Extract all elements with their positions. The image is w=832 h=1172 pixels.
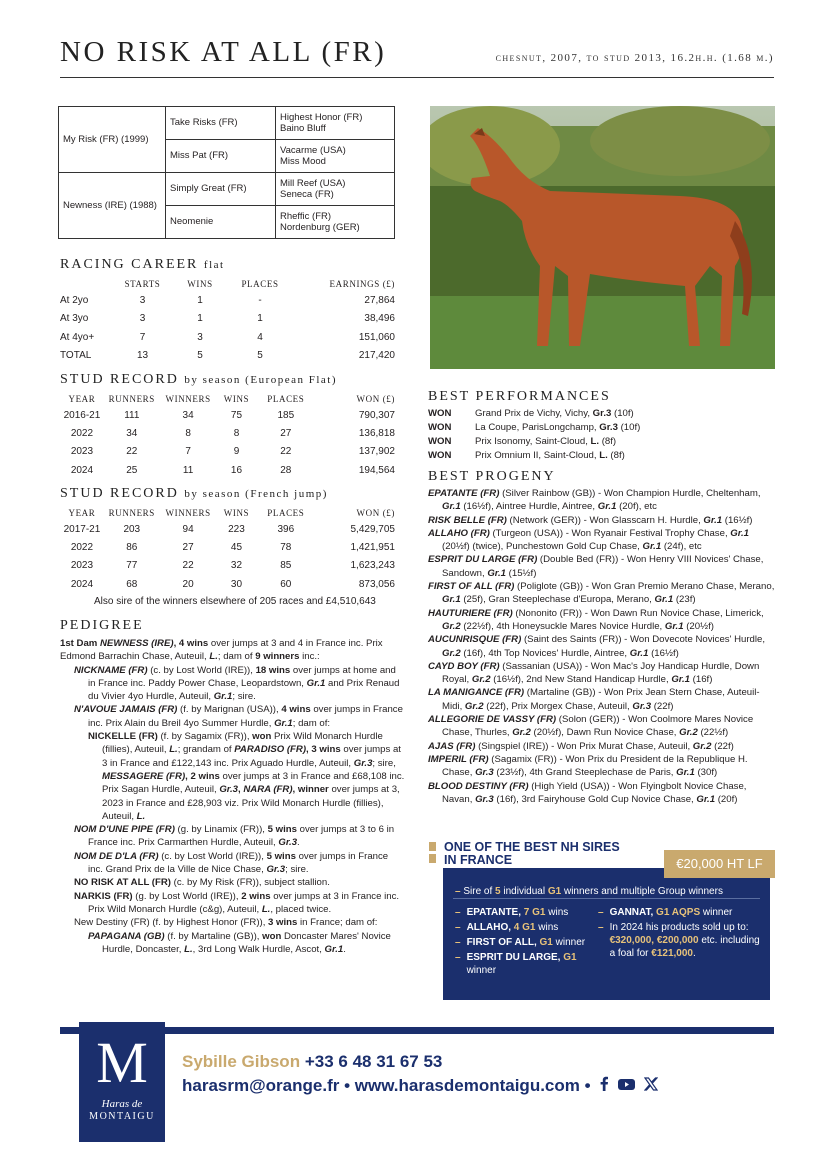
stud-jump-note: Also sire of the winners elsewhere of 205 races and £4,510,643 — [94, 596, 376, 607]
table-cell: 16 — [230, 464, 243, 476]
table-cell: At 2yo — [60, 294, 89, 306]
promo-summary — [455, 886, 782, 897]
dash-icon: – — [455, 937, 461, 948]
table-cell: 185 — [277, 409, 295, 421]
promo-divider — [453, 898, 760, 899]
table-row — [60, 443, 395, 461]
table-row — [60, 520, 395, 538]
performance-result: WON — [428, 408, 452, 420]
promo-text: winner — [700, 907, 733, 918]
promo-text: Sire of — [463, 886, 496, 897]
sire-sire-cell: Take Risks (FR) — [166, 107, 276, 140]
performance-result: WON — [428, 436, 452, 448]
race-name: Grand Prix de Vichy, Vichy, — [475, 408, 593, 420]
promo-title-line2: IN FRANCE — [444, 853, 513, 867]
contact-email-website[interactable]: harasrm@orange.fr • www.harasdemontaigu.com • — [182, 1076, 591, 1095]
x-icon[interactable] — [644, 1077, 658, 1094]
table-cell: 34 — [182, 409, 194, 421]
performance-row — [428, 421, 773, 435]
sire-cell: My Risk (FR) (1999) — [59, 107, 166, 173]
table-cell: 3 — [139, 294, 146, 306]
stud-flat-table — [60, 391, 395, 479]
promo-item-text — [467, 936, 586, 949]
table-cell: 38,496 — [364, 313, 395, 325]
performance-race — [475, 449, 625, 462]
best-progeny-heading: BEST PROGENY — [428, 469, 556, 484]
dash-icon: – — [455, 922, 461, 933]
stud-flat-title: STUD RECORD — [60, 372, 179, 387]
column-header: WON (£) — [356, 393, 395, 404]
pedigree-name: Miss Mood — [280, 156, 326, 167]
table-row — [60, 538, 395, 556]
table-cell: 22 — [280, 446, 292, 458]
race-distance: (10f) — [611, 408, 634, 420]
table-cell: 194,564 — [358, 464, 395, 476]
table-row — [60, 461, 395, 479]
title-rule — [60, 77, 774, 78]
table-cell: 34 — [126, 427, 138, 439]
table-cell: 86 — [126, 541, 138, 553]
table-cell: 5 — [197, 350, 203, 362]
race-distance: (8f) — [599, 436, 617, 448]
column-header: PLACES — [241, 278, 279, 289]
pedigree-table — [58, 106, 395, 239]
promo-item-name: ESPRIT DU LARGE, — [466, 952, 564, 963]
table-cell: 3 — [139, 313, 146, 325]
table-cell: 28 — [280, 464, 292, 476]
promo-item-text — [467, 951, 605, 977]
race-grade: Gr.3 — [599, 422, 618, 434]
pedigree-name: Baino Bluff — [280, 123, 326, 134]
stud-jump-heading — [60, 486, 328, 502]
table-cell: 27 — [182, 541, 194, 553]
sire-dam-cell: Miss Pat (FR) — [166, 140, 276, 173]
table-cell: 5 — [257, 350, 263, 362]
promo-item-text — [467, 906, 569, 919]
stud-flat-heading — [60, 372, 337, 388]
race-grade: Gr.3 — [592, 408, 612, 420]
column-header: WINNERS — [165, 393, 211, 404]
table-cell: 1 — [257, 313, 263, 325]
table-cell: 396 — [277, 523, 295, 535]
page-subtitle: chesnut, 2007, to stud 2013, 16.2h.h. (1.68 m.) — [495, 52, 774, 64]
table-cell: At 4yo+ — [60, 331, 95, 343]
table-row — [60, 557, 395, 575]
promo-highlight: G1 — [539, 937, 553, 948]
promo-item-name: EPATANTE, — [466, 907, 524, 918]
promo-text: wins — [535, 922, 559, 933]
table-cell: 9 — [233, 446, 240, 458]
table-cell: 13 — [136, 350, 149, 362]
dash-icon: – — [455, 907, 461, 918]
race-name: Prix Isonomy, Saint-Cloud, — [475, 436, 591, 448]
table-cell: 2022 — [70, 541, 94, 553]
promo-text: winners and multiple Group winners — [561, 886, 723, 897]
promo-item-name: GANNAT, — [609, 907, 657, 918]
table-row — [60, 406, 395, 424]
table-cell: At 3yo — [60, 313, 89, 325]
table-cell: 68 — [126, 578, 138, 590]
pedigree-name: Rheffic (FR) — [280, 210, 332, 222]
column-header: WINS — [223, 393, 250, 404]
table-cell: 7 — [185, 446, 191, 458]
race-grade: L. — [599, 450, 608, 462]
promo-text: winner — [552, 937, 586, 948]
promo-item-name: FIRST OF ALL, — [466, 937, 540, 948]
promo-text: . — [692, 948, 696, 959]
haras-de-montaigu-logo — [79, 1022, 165, 1142]
dam-sire-cell: Simply Great (FR) — [166, 173, 276, 206]
racing-career-subtitle: flat — [203, 259, 225, 271]
table-cell: 2016-21 — [63, 409, 101, 421]
promo-item — [455, 936, 605, 949]
performance-race — [475, 435, 616, 448]
dam-dam-parents-cell — [276, 206, 395, 239]
sire-dam-parents-cell — [276, 140, 395, 173]
footer-bar — [60, 1027, 774, 1034]
table-cell: 137,902 — [358, 446, 395, 458]
table-cell: 22 — [182, 560, 194, 572]
performance-result: WON — [428, 422, 452, 434]
performance-row — [428, 435, 773, 449]
table-cell: 75 — [230, 409, 243, 421]
race-name: Prix Omnium II, Saint-Cloud, — [475, 450, 600, 462]
column-header: PLACES — [267, 507, 305, 518]
table-cell: 2024 — [70, 464, 94, 476]
column-header: YEAR — [68, 393, 96, 404]
pedigree-name: Vacarme (USA) — [280, 144, 346, 156]
promo-highlight: G1 AQPS — [656, 907, 701, 918]
table-cell: 8 — [185, 427, 191, 439]
page-title: NO RISK AT ALL (FR) — [60, 36, 387, 68]
column-header: RUNNERS — [108, 507, 155, 518]
table-cell: 873,056 — [358, 578, 395, 590]
promo-highlight: 4 G1 — [513, 922, 536, 933]
pedigree-heading: PEDIGREE — [60, 618, 144, 633]
promo-bars-decoration — [429, 842, 436, 864]
promo-highlight: G1 — [563, 952, 577, 963]
table-cell: 2023 — [70, 560, 94, 572]
table-cell: 78 — [280, 541, 292, 553]
dam-dam-cell: Neomenie — [166, 206, 276, 239]
promo-title-line1: ONE OF THE BEST NH SIRES — [444, 840, 620, 854]
racing-career-title: RACING CAREER — [60, 257, 199, 272]
race-distance: (10f) — [617, 422, 641, 434]
table-cell: 790,307 — [358, 409, 395, 421]
table-cell: 30 — [230, 578, 243, 590]
promo-text: individual — [500, 886, 548, 897]
table-cell: 1,421,951 — [350, 541, 395, 553]
promo-highlight: €121,000 — [651, 948, 693, 959]
table-cell: 4 — [257, 331, 263, 343]
contact-name: Sybille Gibson — [182, 1052, 301, 1071]
racing-career-row — [60, 347, 395, 366]
table-cell: 3 — [197, 331, 203, 343]
table-cell: 77 — [126, 560, 138, 572]
table-cell: 111 — [124, 409, 140, 421]
table-cell: 94 — [182, 523, 194, 535]
promo-text: etc. including a foal for — [609, 935, 760, 959]
promo-highlight: G1 — [547, 886, 562, 897]
table-cell: 1 — [197, 294, 203, 306]
table-cell: 2022 — [70, 427, 94, 439]
table-cell: 27 — [280, 427, 292, 439]
sire-sire-parents-cell — [276, 107, 395, 140]
dam-sire-parents-cell — [276, 173, 395, 206]
table-cell: 2024 — [70, 578, 94, 590]
contact-email-web — [182, 1076, 658, 1096]
racing-career-heading — [60, 257, 225, 273]
horse-photo — [430, 106, 775, 369]
table-cell: 203 — [123, 523, 141, 535]
table-cell: 11 — [182, 464, 194, 476]
facebook-icon[interactable] — [599, 1076, 609, 1094]
promo-item-text — [467, 921, 559, 934]
table-cell: 2017-21 — [63, 523, 101, 535]
performance-row — [428, 407, 773, 421]
table-cell: 45 — [230, 541, 243, 553]
racing-career-row — [60, 310, 395, 329]
table-cell: 7 — [139, 331, 146, 343]
youtube-icon[interactable] — [618, 1078, 635, 1094]
column-header: WINNERS — [165, 507, 211, 518]
logo-line2: MONTAIGU — [89, 1111, 155, 1122]
table-cell: 1,623,243 — [350, 560, 395, 572]
promo-title — [444, 841, 620, 867]
dash-icon: – — [455, 886, 461, 897]
stud-fee-badge: €20,000 HT LF — [664, 850, 775, 878]
promo-highlight: €320,000, €200,000 — [609, 935, 699, 946]
best-performances-heading: BEST PERFORMANCES — [428, 389, 611, 404]
pedigree-text: 1st Dam NEWNESS (IRE), 4 wins over jumps at 3 and 4 in France inc. Prix Edmond Barrachin Chase, Auteuil, L.; dam of 9 winners inc.: NICKNAME (FR) (c. by Lost World (IRE)), 18 wins over jumps at home and in France inc. Paddy Power Chase, Leopardstown, Gr.1 and Prix Renaud du Vivier 4yo Hurdle, Auteuil, Gr.1; sire. N'AVOUE JAMAIS (FR) (f. by Marignan (USA)), 4 wins over jumps in France inc. Prix Alain du Breil 4yo Summer Hurdle, Gr.1; dam of: NICKELLE (FR) (f. by Sagamix (FR)), won Prix Wild Monarch Hurdle (fillies), Auteuil, L.; grandam of PARADISO (FR), 3 wins over jumps at 3 in France and £122,143 inc. Prix Aguado Hurdle, Auteuil, Gr.3; sire, MESSAGERE (FR), 2 wins over jumps at 3 in France and £68,108 inc. Prix Sagan Hurdle, Auteuil, Gr.3, NARA (FR), winner over jumps at 3, 2023 in France and £28,903 viz. Prix Wild Monarch Hurdle (fillies), Auteuil, L. NOM D'UNE PIPE (FR) (g. by Linamix (FR)), 5 wins over jumps at 3 to 6 in France inc. Prix Carmarthen Hurdle, Auteuil, Gr.3. NOM DE D'LA (FR) (c. by Lost World (IRE)), 5 wins over jumps in France inc. Grand Prix de la Ville de Nice Chase, Gr.3; sire. NO RISK AT ALL (FR) (c. by My Risk (FR)), subject stallion. NARKIS (FR) (g. by Lost World (IRE)), 2 wins over jumps at 3 in France inc. Prix Wild Monarch Hurdle (c&g), Auteuil, L., placed twice. New Destiny (FR) (f. by Highest Honor (FR)), 3 wins in France; dam of: PAPAGANA (GB) (f. by Martaline (GB)), won Doncaster Mares' Novice Hurdle, Doncaster, L., 3rd Long Walk Hurdle, Ascot, Gr.1. — [60, 638, 405, 955]
column-header: RUNNERS — [108, 393, 155, 404]
promo-item — [455, 906, 605, 919]
table-cell: TOTAL — [60, 350, 92, 362]
column-header: YEAR — [68, 507, 96, 518]
dash-icon: – — [598, 922, 604, 933]
dam-cell: Newness (IRE) (1988) — [59, 173, 166, 239]
performance-race — [475, 421, 640, 434]
table-cell: 151,060 — [358, 331, 395, 343]
table-row — [60, 424, 395, 442]
race-name: La Coupe, ParisLongchamp, — [475, 422, 600, 434]
promo-left-list — [455, 906, 605, 979]
pedigree-name: Mill Reef (USA) — [280, 177, 346, 189]
column-header: EARNINGS (£) — [329, 278, 395, 289]
table-cell: 223 — [228, 523, 245, 535]
best-performances-list — [428, 407, 773, 463]
table-cell: 136,818 — [358, 427, 395, 439]
column-header: WON (£) — [356, 507, 395, 518]
table-cell: - — [258, 294, 262, 306]
contact-name-phone — [182, 1052, 442, 1072]
promo-item — [455, 921, 605, 934]
promo-text: In 2024 his products sold up to: — [609, 922, 749, 933]
stud-flat-header — [60, 391, 395, 406]
pedigree-name: Nordenburg (GER) — [280, 222, 360, 233]
stud-jump-header — [60, 505, 395, 520]
table-cell: 2023 — [70, 446, 94, 458]
table-row — [60, 575, 395, 593]
table-cell: 8 — [233, 427, 240, 439]
stud-jump-title: STUD RECORD — [60, 486, 179, 501]
column-header: WINS — [223, 507, 250, 518]
stud-jump-table — [60, 505, 395, 593]
pedigree-name: Highest Honor (FR) — [280, 111, 363, 123]
promo-box — [443, 868, 770, 1000]
promo-highlight: 5 — [495, 886, 501, 897]
column-header: STARTS — [124, 278, 161, 289]
contact-phone[interactable]: +33 6 48 31 67 53 — [304, 1052, 443, 1071]
table-cell: 20 — [182, 578, 194, 590]
racing-career-header — [60, 276, 395, 291]
performance-result: WON — [428, 450, 452, 462]
pedigree-name: Seneca (FR) — [280, 189, 334, 200]
best-progeny-list: EPATANTE (FR) (Silver Rainbow (GB)) - Won Champion Hurdle, Cheltenham, Gr.1 (16½f), Aintree Hurdle, Aintree, Gr.1 (20f), etc RISK BELLE (FR) (Network (GER)) - Won Glasscarn H. Hurdle, Gr.1 (16½f) ALLAHO (FR) (Turgeon (USA)) - Won Ryanair Festival Trophy Chase, Gr.1 (20½f) (twice), Punchestown Gold Cup Chase, Gr.1 (24f), etc ESPRIT DU LARGE (FR) (Double Bed (FR)) - Won Henry VIII Novices' Chase, Sandown, Gr.1 (15½f) FIRST OF ALL (FR) (Poliglote (GB)) - Won Gran Premio Merano Chase, Merano, Gr.1 (25f), Gran Steeplechase d'Europa, Merano, Gr.1 (23f) HAUTURIERE (FR) (Nononito (FR)) - Won Dawn Run Novice Chase, Limerick, Gr.2 (22½f), 4th Honeysuckle Mares Novice Hurdle, Gr.1 (20½f) AUCUNRISQUE (FR) (Saint des Saints (FR)) - Won Dovecote Novices' Hurdle, Gr.2 (16f), 4th Top Novices' Hurdle, Aintree, Gr.1 (16½f) CAYD BOY (FR) (Sassanian (USA)) - Won Mac's Joy Handicap Hurdle, Down Royal, Gr.2 (16½f), 2nd New Stand Handicap Hurdle, Gr.1 (16f) LA MANIGANCE (FR) (Martaline (GB)) - Won Prix Jean Stern Chase, Auteuil-Midi, Gr.2 (22f), Prix Morgex Chase, Auteuil, Gr.3 (22f) ALLEGORIE DE VASSY (FR) (Solon (GER)) - Won Coolmore Mares Novice Chase, Thurles, Gr.2 (20½f), Dawn Run Novice Chase, Gr.2 (22½f) AJAS (FR) (Singspiel (IRE)) - Won Prix Murat Chase, Auteuil, Gr.2 (22f) IMPERIL (FR) (Sagamix (FR)) - Won Prix du President de la Republique H. Chase, Gr.3 (23½f), 4th Grand Steeplechase de Paris, Gr.1 (30f) BLOOD DESTINY (FR) (High Yield (USA)) - Won Flyingbolt Novice Chase, Navan, Gr.3 (16f), 3rd Fairyhouse Gold Cup Novice Chase, Gr.1 (20f) — [428, 488, 775, 805]
table-cell: 85 — [280, 560, 292, 572]
race-distance: (8f) — [607, 450, 625, 462]
logo-letter: M — [96, 1030, 148, 1095]
table-cell: 5,429,705 — [350, 523, 395, 535]
stud-jump-subtitle: by season (French jump) — [184, 488, 328, 500]
column-header: PLACES — [267, 393, 305, 404]
stud-flat-subtitle: by season (European Flat) — [184, 374, 338, 386]
table-cell: 27,864 — [364, 294, 395, 306]
promo-text: winner — [466, 965, 497, 976]
table-cell: 25 — [126, 464, 138, 476]
dash-icon: – — [598, 907, 604, 918]
racing-career-row — [60, 291, 395, 310]
dash-icon: – — [455, 952, 461, 963]
race-grade: L. — [590, 436, 600, 448]
racing-career-table — [60, 276, 395, 365]
table-cell: 32 — [230, 560, 243, 572]
logo-line1: Haras de — [101, 1098, 143, 1110]
promo-item-name: ALLAHO, — [466, 922, 514, 933]
table-cell: 22 — [126, 446, 138, 458]
performance-race — [475, 407, 634, 420]
promo-highlight: 7 G1 — [523, 907, 546, 918]
column-header: WINS — [187, 278, 213, 289]
promo-right-list — [598, 906, 763, 960]
promo-item — [455, 951, 605, 977]
table-cell: 217,420 — [358, 350, 395, 362]
racing-career-row — [60, 328, 395, 347]
table-cell: 1 — [197, 313, 203, 325]
promo-text: wins — [545, 907, 569, 918]
performance-row — [428, 449, 773, 463]
table-cell: 60 — [280, 578, 292, 590]
